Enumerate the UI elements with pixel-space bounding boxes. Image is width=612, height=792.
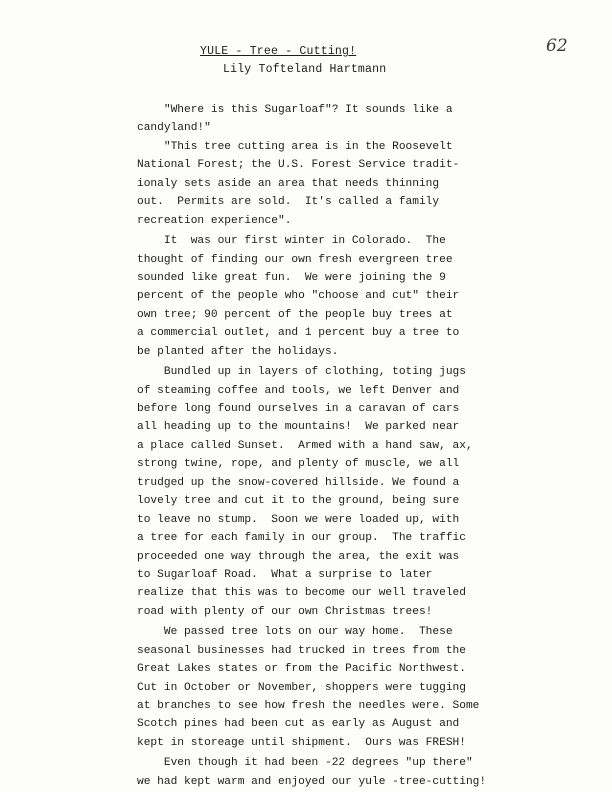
text-line: Even though it had been -22 degrees "up there": [137, 757, 473, 770]
text-line: lovely tree and cut it to the ground, being sure: [137, 495, 460, 508]
text-line: "This tree cutting area is in the Roosevelt: [137, 140, 453, 153]
text-line: ionaly sets aside an area that needs thinning: [137, 177, 440, 190]
text-line: candyland!": [137, 122, 211, 135]
text-line: we had kept warm and enjoyed our yule -tree-cutting!: [137, 775, 487, 788]
text-line: realize that this was to become our well traveled: [137, 587, 466, 600]
text-line: recreation experience".: [137, 214, 292, 227]
text-line: Bundled up in layers of clothing, toting jugs: [137, 366, 466, 379]
text-line: "Where is this Sugarloaf"? It sounds like a: [137, 104, 453, 116]
text-line: proceeded one way through the area, the exit was: [137, 550, 460, 563]
text-line: trudged up the snow-covered hillside. We found a: [137, 476, 460, 489]
text-line: at branches to see how fresh the needles were. Some: [137, 700, 480, 712]
text-line: sounded like great fun. We were joining the 9: [137, 271, 446, 284]
body-text: [137, 101, 577, 791]
page-number: 62: [546, 36, 568, 56]
text-line: Cut in October or November, shoppers were tugging: [137, 681, 466, 694]
document-title: YULE - Tree - Cutting!: [200, 45, 357, 58]
text-line: It was our first winter in Colorado. The: [137, 235, 446, 248]
text-line: before long found ourselves in a caravan of cars: [137, 403, 460, 415]
text-line: of steaming coffee and tools, we left Denver and: [137, 384, 460, 397]
text-line: be planted after the holidays.: [137, 345, 339, 358]
text-line: seasonal businesses had trucked in trees from the: [137, 644, 466, 657]
text-line: a tree for each family in our group. The traffic: [137, 532, 466, 545]
text-line: to leave no stump. Soon we were loaded up, with: [137, 513, 460, 526]
text-line: Great Lakes states or from the Pacific Northwest.: [137, 663, 466, 676]
text-line: a commercial outlet, and 1 percent buy a tree to: [137, 327, 460, 340]
text-line: all heading up to the mountains! We parked near: [137, 421, 460, 434]
text-line: road with plenty of our own Christmas trees!: [137, 605, 433, 618]
text-line: percent of the people who "choose and cut" their: [137, 290, 460, 303]
text-line: to Sugarloaf Road. What a surprise to later: [137, 568, 433, 581]
text-line: thought of finding our own fresh evergreen tree: [137, 253, 453, 266]
text-line: National Forest; the U.S. Forest Service tradit-: [137, 159, 460, 172]
author-byline: Lily Tofteland Hartmann: [223, 63, 387, 76]
text-line: We passed tree lots on our way home. These: [137, 626, 453, 639]
text-line: own tree; 90 percent of the people buy trees at: [137, 308, 453, 321]
text-line: a place called Sunset. Armed with a hand saw, ax,: [137, 439, 473, 452]
text-line: strong twine, rope, and plenty of muscle, we all: [137, 458, 460, 471]
text-line: out. Permits are sold. It's called a family: [137, 196, 440, 209]
text-line: kept in storeage until shipment. Ours was FRESH!: [137, 736, 466, 749]
text-line: Scotch pines had been cut as early as August and: [137, 718, 460, 731]
